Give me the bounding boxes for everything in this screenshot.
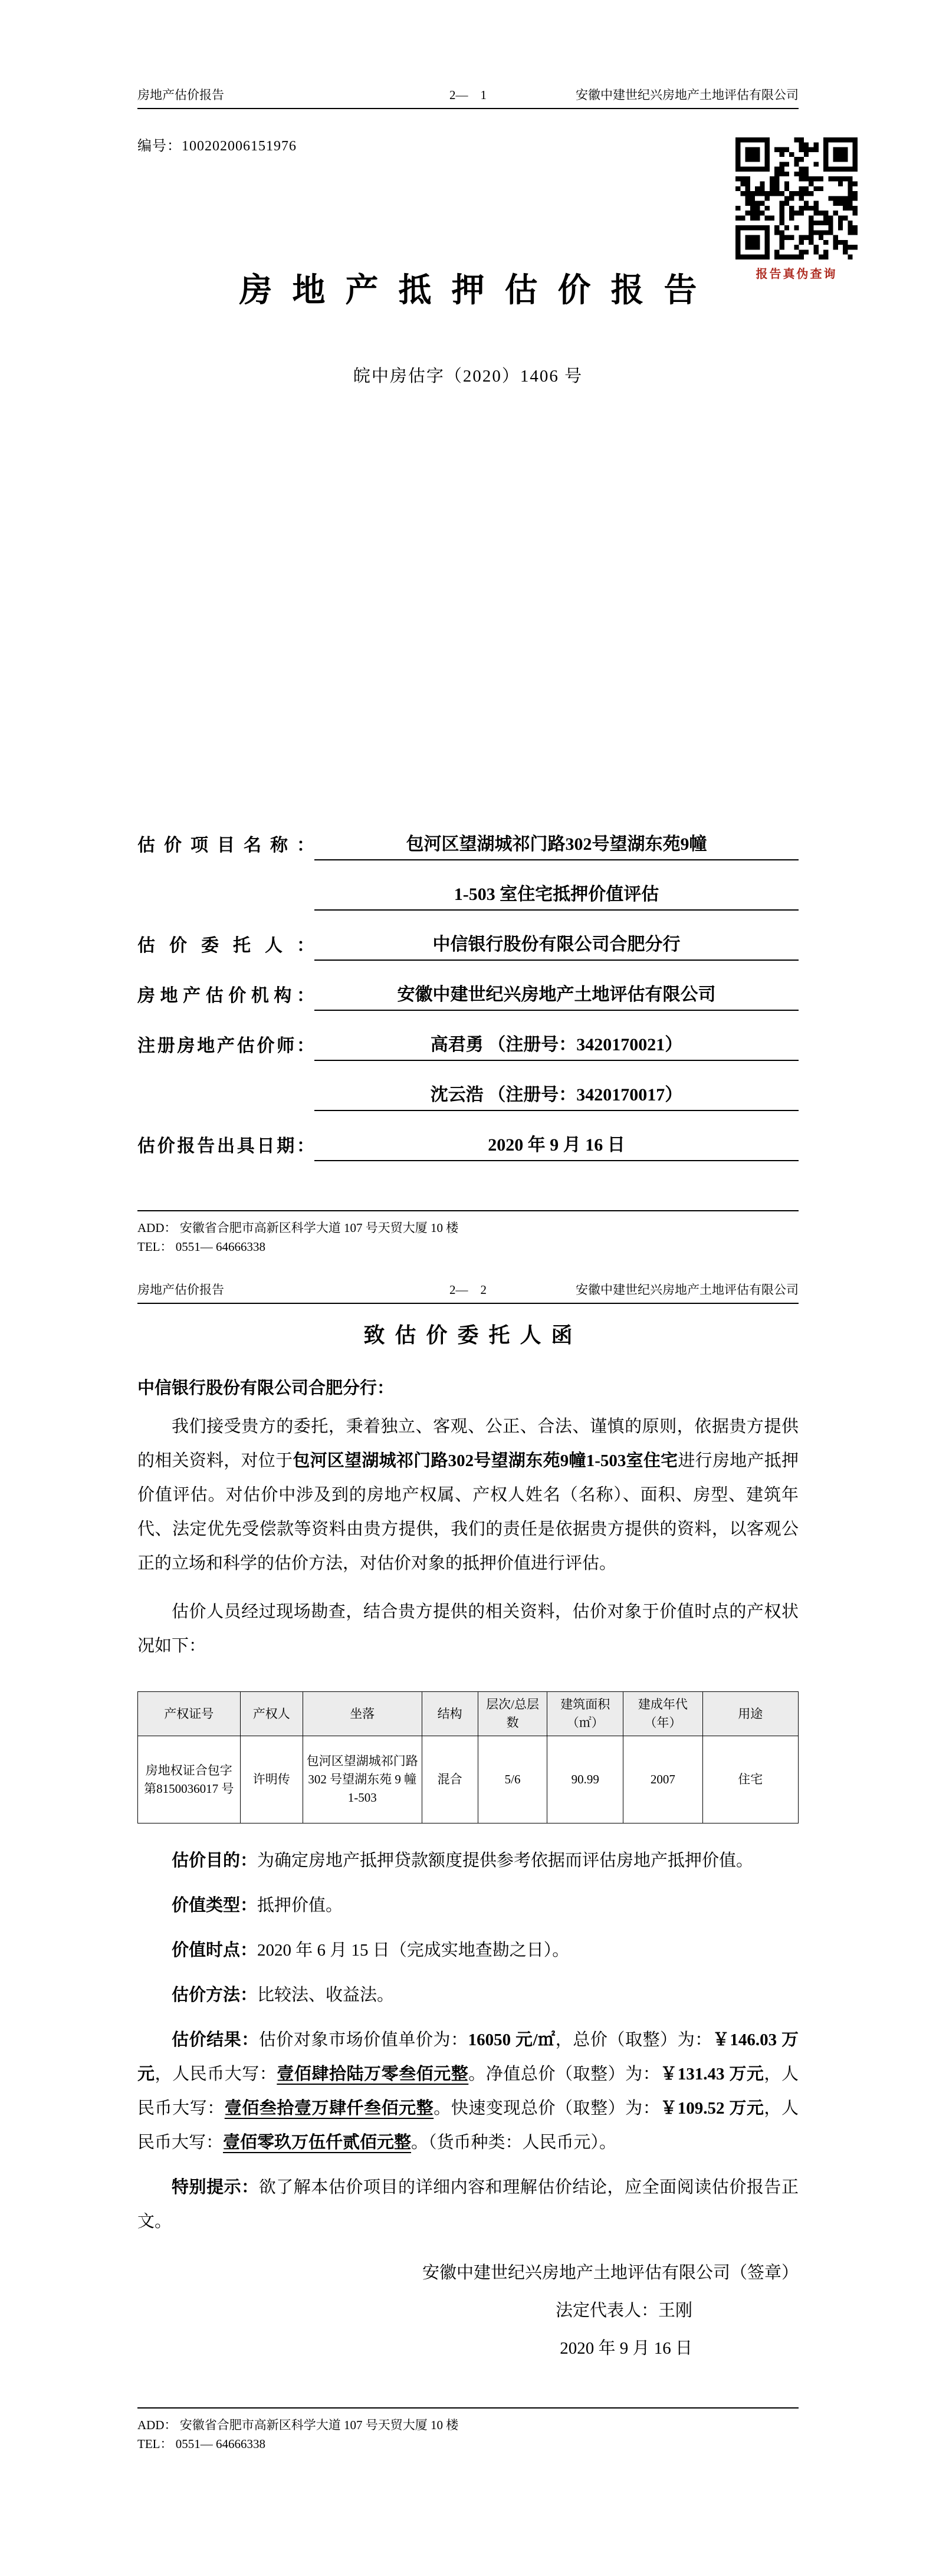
item-text	[257, 1896, 343, 1915]
item-method	[137, 1978, 799, 2012]
header-doc-type: 房地产估价报告	[137, 1283, 224, 1297]
text-run: ，总价（取整）为：	[555, 2030, 712, 2049]
text-run: 2020 年 6 月 15 日（完成实地查勘之日）。	[257, 1941, 570, 1960]
item-label: 价值类型：	[172, 1896, 258, 1915]
text-run: ，人民币大写：	[155, 2065, 277, 2084]
document-number: 皖中房估字（2020）1406 号	[353, 367, 583, 386]
text-run: 进行房地产抵押价值评估。对估价中涉及到的房地产权属、产权人姓名（名称）、面积、房型、建筑年代、法定优先受偿款等资料由贵方提供，我们的责任是依据贵方提供的资料，以客观公正的立场和科学的估价方法，对估价对象的抵押价值进行评估。	[137, 1451, 799, 1573]
field-appraiser-2	[137, 1061, 799, 1111]
page-header	[137, 87, 799, 109]
field-appraisal-agency	[137, 961, 799, 1011]
field-project-name	[137, 810, 799, 860]
field-label: 注册房地产估价师：	[137, 1036, 314, 1056]
table-cell-owner: 许明传	[240, 1736, 303, 1823]
text-run: 估价对象市场价值单价为：	[258, 2030, 468, 2049]
text-run: 欲了解本估价项目的详细内容和理解估价结论，应全面阅读估价报告正文。	[137, 2178, 799, 2231]
text-run: ，人民币大写：	[137, 2065, 799, 2118]
text-run: 。净值总价（取整）为：	[468, 2065, 661, 2084]
field-value: 安徽中建世纪兴房地产土地评估有限公司	[314, 980, 799, 1011]
table-header-cell: 结构	[422, 1692, 478, 1736]
field-value: 1-503 室住宅抵押价值评估	[314, 879, 799, 911]
table-header-cell: 层次/总层数	[478, 1692, 547, 1736]
property-rights-table	[137, 1691, 799, 1823]
footer-address: ADD： 安徽省合肥市高新区科学大道 107 号天贸大厦 10 楼	[137, 2418, 459, 2432]
field-value: 包河区望湖城祁门路302号望湖东苑9幢	[314, 829, 799, 860]
text-run: 壹佰叁拾壹万肆仟叁佰元整	[224, 2099, 434, 2118]
header-page-number: 2— 2	[449, 1283, 487, 1297]
page-2	[0, 1268, 936, 2576]
signature-legal-rep: 法定代表人：王刚	[555, 2301, 692, 2320]
item-text	[257, 1941, 569, 1960]
text-run: 抵押价值。	[257, 1896, 343, 1915]
header-doc-type: 房地产估价报告	[137, 88, 224, 102]
letter-paragraph-1	[137, 1409, 799, 1581]
item-label: 估价结果：	[172, 2030, 259, 2049]
report-title: 房地产抵押估价报告	[239, 272, 717, 309]
item-value-date	[137, 1933, 799, 1967]
field-project-name-line2	[137, 860, 799, 911]
header-page-number: 2— 1	[449, 88, 487, 102]
report-number-label: 编号：	[137, 139, 182, 154]
table-row	[138, 1736, 799, 1823]
text-run: 。快速变现总价（取整）为：	[433, 2099, 661, 2118]
text-run: 为确定房地产抵押贷款额度提供参考依据而评估房地产抵押价值。	[257, 1851, 754, 1870]
field-issue-date	[137, 1111, 799, 1161]
appraisal-items	[137, 1844, 799, 2239]
field-value: 2020 年 9 月 16 日	[314, 1130, 799, 1161]
table-cell-location: 包河区望湖城祁门路 302 号望湖东苑 9 幢 1-503	[303, 1736, 422, 1823]
item-label: 估价方法：	[172, 1986, 258, 2005]
field-value: 高君勇 （注册号：3420170021）	[314, 1030, 799, 1061]
qr-code-block	[735, 137, 858, 281]
item-special-note	[137, 2170, 799, 2239]
report-number-value: 100202006151976	[182, 139, 297, 154]
field-label: 估价委托人：	[137, 936, 314, 955]
text-run: 我们接受贵方的委托，秉着独立、客观、公正、合法、谨慎的原则，依据贵方提供的相关资料，对位于	[137, 1417, 799, 1470]
field-value: 沈云浩 （注册号：3420170017）	[314, 1080, 799, 1111]
table-header-cell: 建成年代（年）	[623, 1692, 702, 1736]
page-1	[0, 0, 936, 1268]
field-label: 估价报告出具日期：	[137, 1136, 314, 1156]
salutation: 中信银行股份有限公司合肥分行：	[137, 1379, 395, 1398]
text-run: 壹佰肆拾陆万零叁佰元整	[277, 2065, 469, 2084]
page-footer	[137, 2407, 799, 2453]
letter-title: 致估价委托人函	[363, 1323, 583, 1347]
header-company: 安徽中建世纪兴房地产土地评估有限公司	[576, 1283, 799, 1297]
item-text	[257, 1986, 394, 2005]
page-footer	[137, 1210, 799, 1256]
item-purpose	[137, 1844, 799, 1878]
table-header-cell: 坐落	[303, 1692, 422, 1736]
table-header-cell: 用途	[702, 1692, 798, 1736]
table-cell-certificate-no: 房地权证合包字第8150036017 号	[138, 1736, 241, 1823]
table-header-cell: 产权证号	[138, 1692, 241, 1736]
field-label: 估价项目名称：	[137, 836, 314, 855]
table-cell-area: 90.99	[547, 1736, 623, 1823]
item-label: 特别提示：	[172, 2178, 259, 2197]
table-cell-year-built: 2007	[623, 1736, 702, 1823]
cover-fields	[137, 810, 799, 1161]
field-appraiser-1	[137, 1011, 799, 1061]
footer-telephone: TEL： 0551— 64666338	[137, 1240, 265, 1254]
item-text	[257, 1851, 753, 1870]
item-value-type	[137, 1888, 799, 1923]
table-cell-floor: 5/6	[478, 1736, 547, 1823]
text-run: 包河区望湖城祁门路302号望湖东苑9幢1-503室住宅	[293, 1451, 678, 1470]
letter-paragraph-2: 估价人员经过现场勘查，结合贵方提供的相关资料，估价对象于价值时点的产权状况如下：	[137, 1602, 799, 1655]
item-result	[137, 2023, 799, 2160]
footer-address: ADD： 安徽省合肥市高新区科学大道 107 号天贸大厦 10 楼	[137, 1221, 459, 1235]
item-label: 估价目的：	[172, 1851, 258, 1870]
signature-date: 2020 年 9 月 16 日	[560, 2339, 692, 2358]
text-run: 比较法、收益法。	[257, 1986, 395, 2005]
text-run: 。（货币种类：人民币元）。	[411, 2133, 617, 2152]
field-label: 房地产估价机构：	[137, 986, 314, 1006]
text-run: ￥131.43 万元	[660, 2065, 764, 2084]
table-header-cell: 产权人	[240, 1692, 303, 1736]
field-label	[137, 906, 314, 911]
qr-caption: 报告真伪查询	[756, 268, 838, 281]
signature-block	[137, 2254, 799, 2367]
text-run: 16050 元/㎡	[468, 2030, 556, 2049]
table-cell-usage: 住宅	[702, 1736, 798, 1823]
footer-telephone: TEL： 0551— 64666338	[137, 2437, 265, 2451]
text-run: ￥146.03 万元	[137, 2030, 799, 2084]
header-company: 安徽中建世纪兴房地产土地评估有限公司	[576, 88, 799, 102]
table-header-row	[138, 1692, 799, 1736]
field-client	[137, 911, 799, 961]
text-run: ￥109.52 万元	[660, 2099, 764, 2118]
text-run: ，人民币大写：	[137, 2099, 799, 2152]
item-label: 价值时点：	[172, 1941, 258, 1960]
signature-company: 安徽中建世纪兴房地产土地评估有限公司（签章）	[422, 2263, 799, 2282]
report-number-line	[137, 134, 799, 155]
text-run: 壹佰零玖万伍仟贰佰元整	[223, 2133, 412, 2152]
table-cell-structure: 混合	[422, 1736, 478, 1823]
table-header-cell: 建筑面积（㎡）	[547, 1692, 623, 1736]
field-value: 中信银行股份有限公司合肥分行	[314, 929, 799, 961]
page-header	[137, 1282, 799, 1304]
field-label	[137, 1107, 314, 1111]
qr-code	[735, 137, 858, 259]
